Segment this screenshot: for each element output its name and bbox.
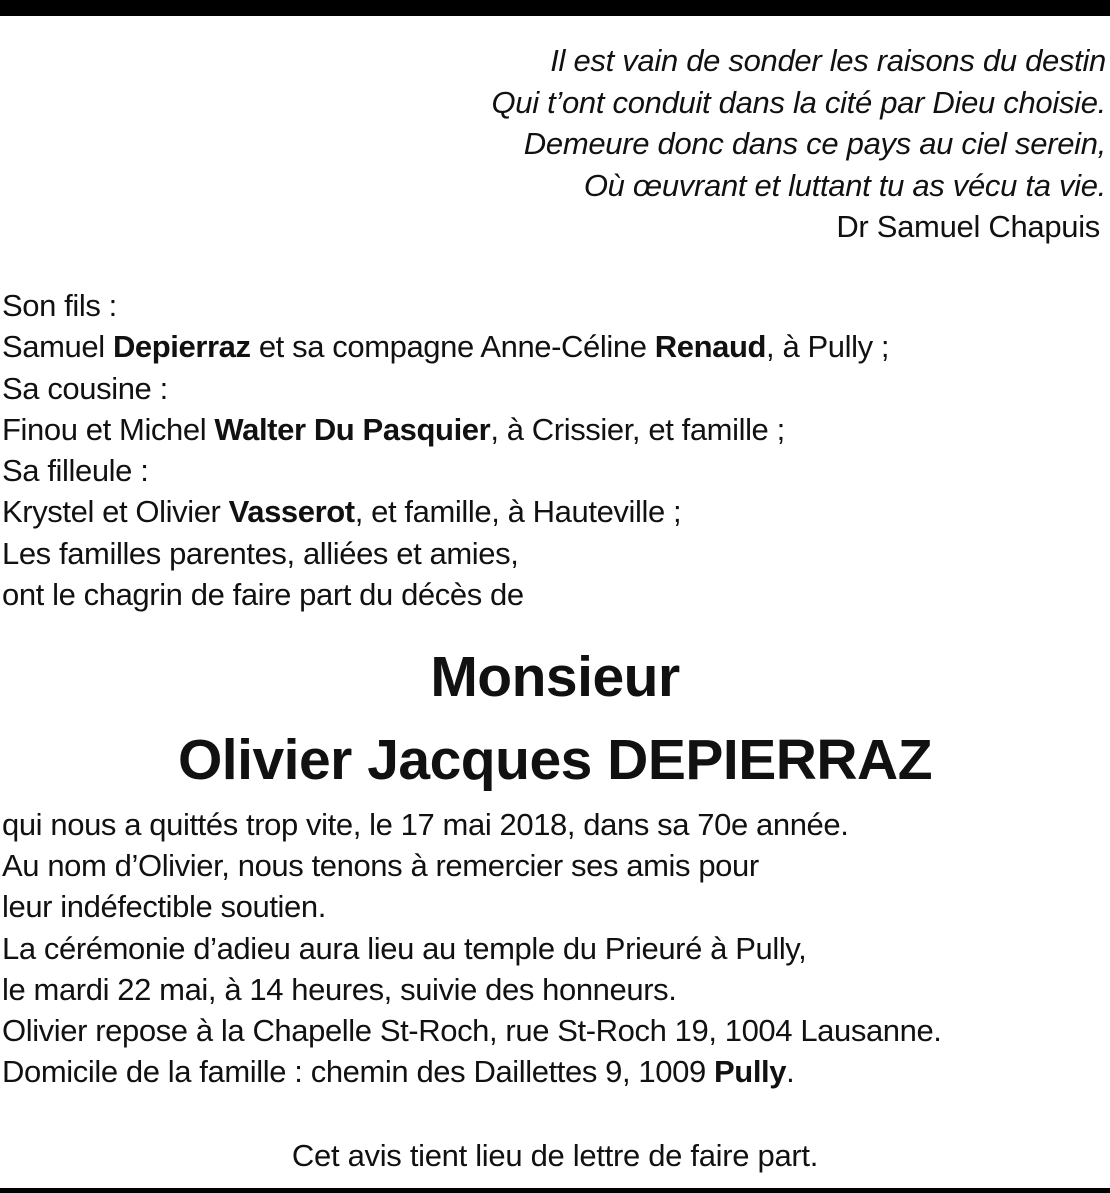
cousin-heading: Sa cousine : <box>2 370 168 406</box>
footer-note: Cet avis tient lieu de lettre de faire part. <box>291 1138 819 1173</box>
son-mid-text: et sa compagne Anne-Céline <box>250 329 655 365</box>
son-first-name: Samuel <box>2 329 113 365</box>
domicile-suffix: . <box>786 1054 795 1090</box>
goddaughter-last-name: Vasserot <box>228 494 355 530</box>
cousin-rest: , à Crissier, et famille ; <box>490 411 785 447</box>
family-list <box>2 285 889 615</box>
cousin-first-names: Finou et Michel <box>2 411 215 447</box>
poem-author: Dr Samuel Chapuis <box>836 209 1100 244</box>
goddaughter-rest: , et famille, à Hauteville ; <box>354 494 682 530</box>
deceased-heading <box>0 636 1110 802</box>
poem-line: Demeure donc dans ce pays au ciel serein, <box>523 126 1106 161</box>
families-line: Les familles parentes, alliées et amies, <box>2 535 519 571</box>
son-rest: , à Pully ; <box>766 329 890 365</box>
poem-line: Qui t’ont conduit dans la cité par Dieu choisie. <box>491 84 1106 120</box>
son-entry <box>2 326 889 367</box>
son-last-name: Depierraz <box>112 329 251 365</box>
details-line: La cérémonie d’adieu aura lieu au temple du Prieuré à Pully, <box>2 930 807 966</box>
domicile-line <box>2 1051 942 1092</box>
announce-line: ont le chagrin de faire part du décès de <box>2 577 524 613</box>
details-line: le mardi 22 mai, à 14 heures, suivie des honneurs. <box>2 971 677 1007</box>
details-line: Au nom d’Olivier, nous tenons à remercier ses amis pour <box>2 848 759 884</box>
ceremony-details <box>2 804 942 1092</box>
partner-last-name: Renaud <box>654 329 767 365</box>
deceased-title: Monsieur <box>430 645 680 709</box>
details-line: Olivier repose à la Chapelle St-Roch, rue St-Roch 19, 1004 Lausanne. <box>2 1013 942 1049</box>
epigraph-poem <box>491 40 1106 248</box>
details-line: leur indéfectible soutien. <box>2 889 326 925</box>
top-rule <box>0 0 1110 16</box>
details-line: qui nous a quittés trop vite, le 17 mai 2018, dans sa 70e année. <box>2 807 849 842</box>
poem-line: Où œuvrant et luttant tu as vécu ta vie. <box>583 167 1106 203</box>
cousin-entry <box>2 409 889 450</box>
goddaughter-first-names: Krystel et Olivier <box>2 494 229 530</box>
son-heading: Son fils : <box>2 288 117 323</box>
cousin-last-name: Walter Du Pasquier <box>214 411 491 447</box>
poem-line: Il est vain de sonder les raisons du destin <box>550 43 1106 78</box>
goddaughter-entry <box>2 491 889 532</box>
bottom-rule <box>0 1188 1110 1193</box>
goddaughter-heading: Sa filleule : <box>2 453 149 489</box>
domicile-city: Pully <box>714 1054 787 1090</box>
domicile-prefix: Domicile de la famille : chemin des Daillettes 9, 1009 <box>2 1054 715 1090</box>
deceased-name: Olivier Jacques DEPIERRAZ <box>177 728 933 792</box>
